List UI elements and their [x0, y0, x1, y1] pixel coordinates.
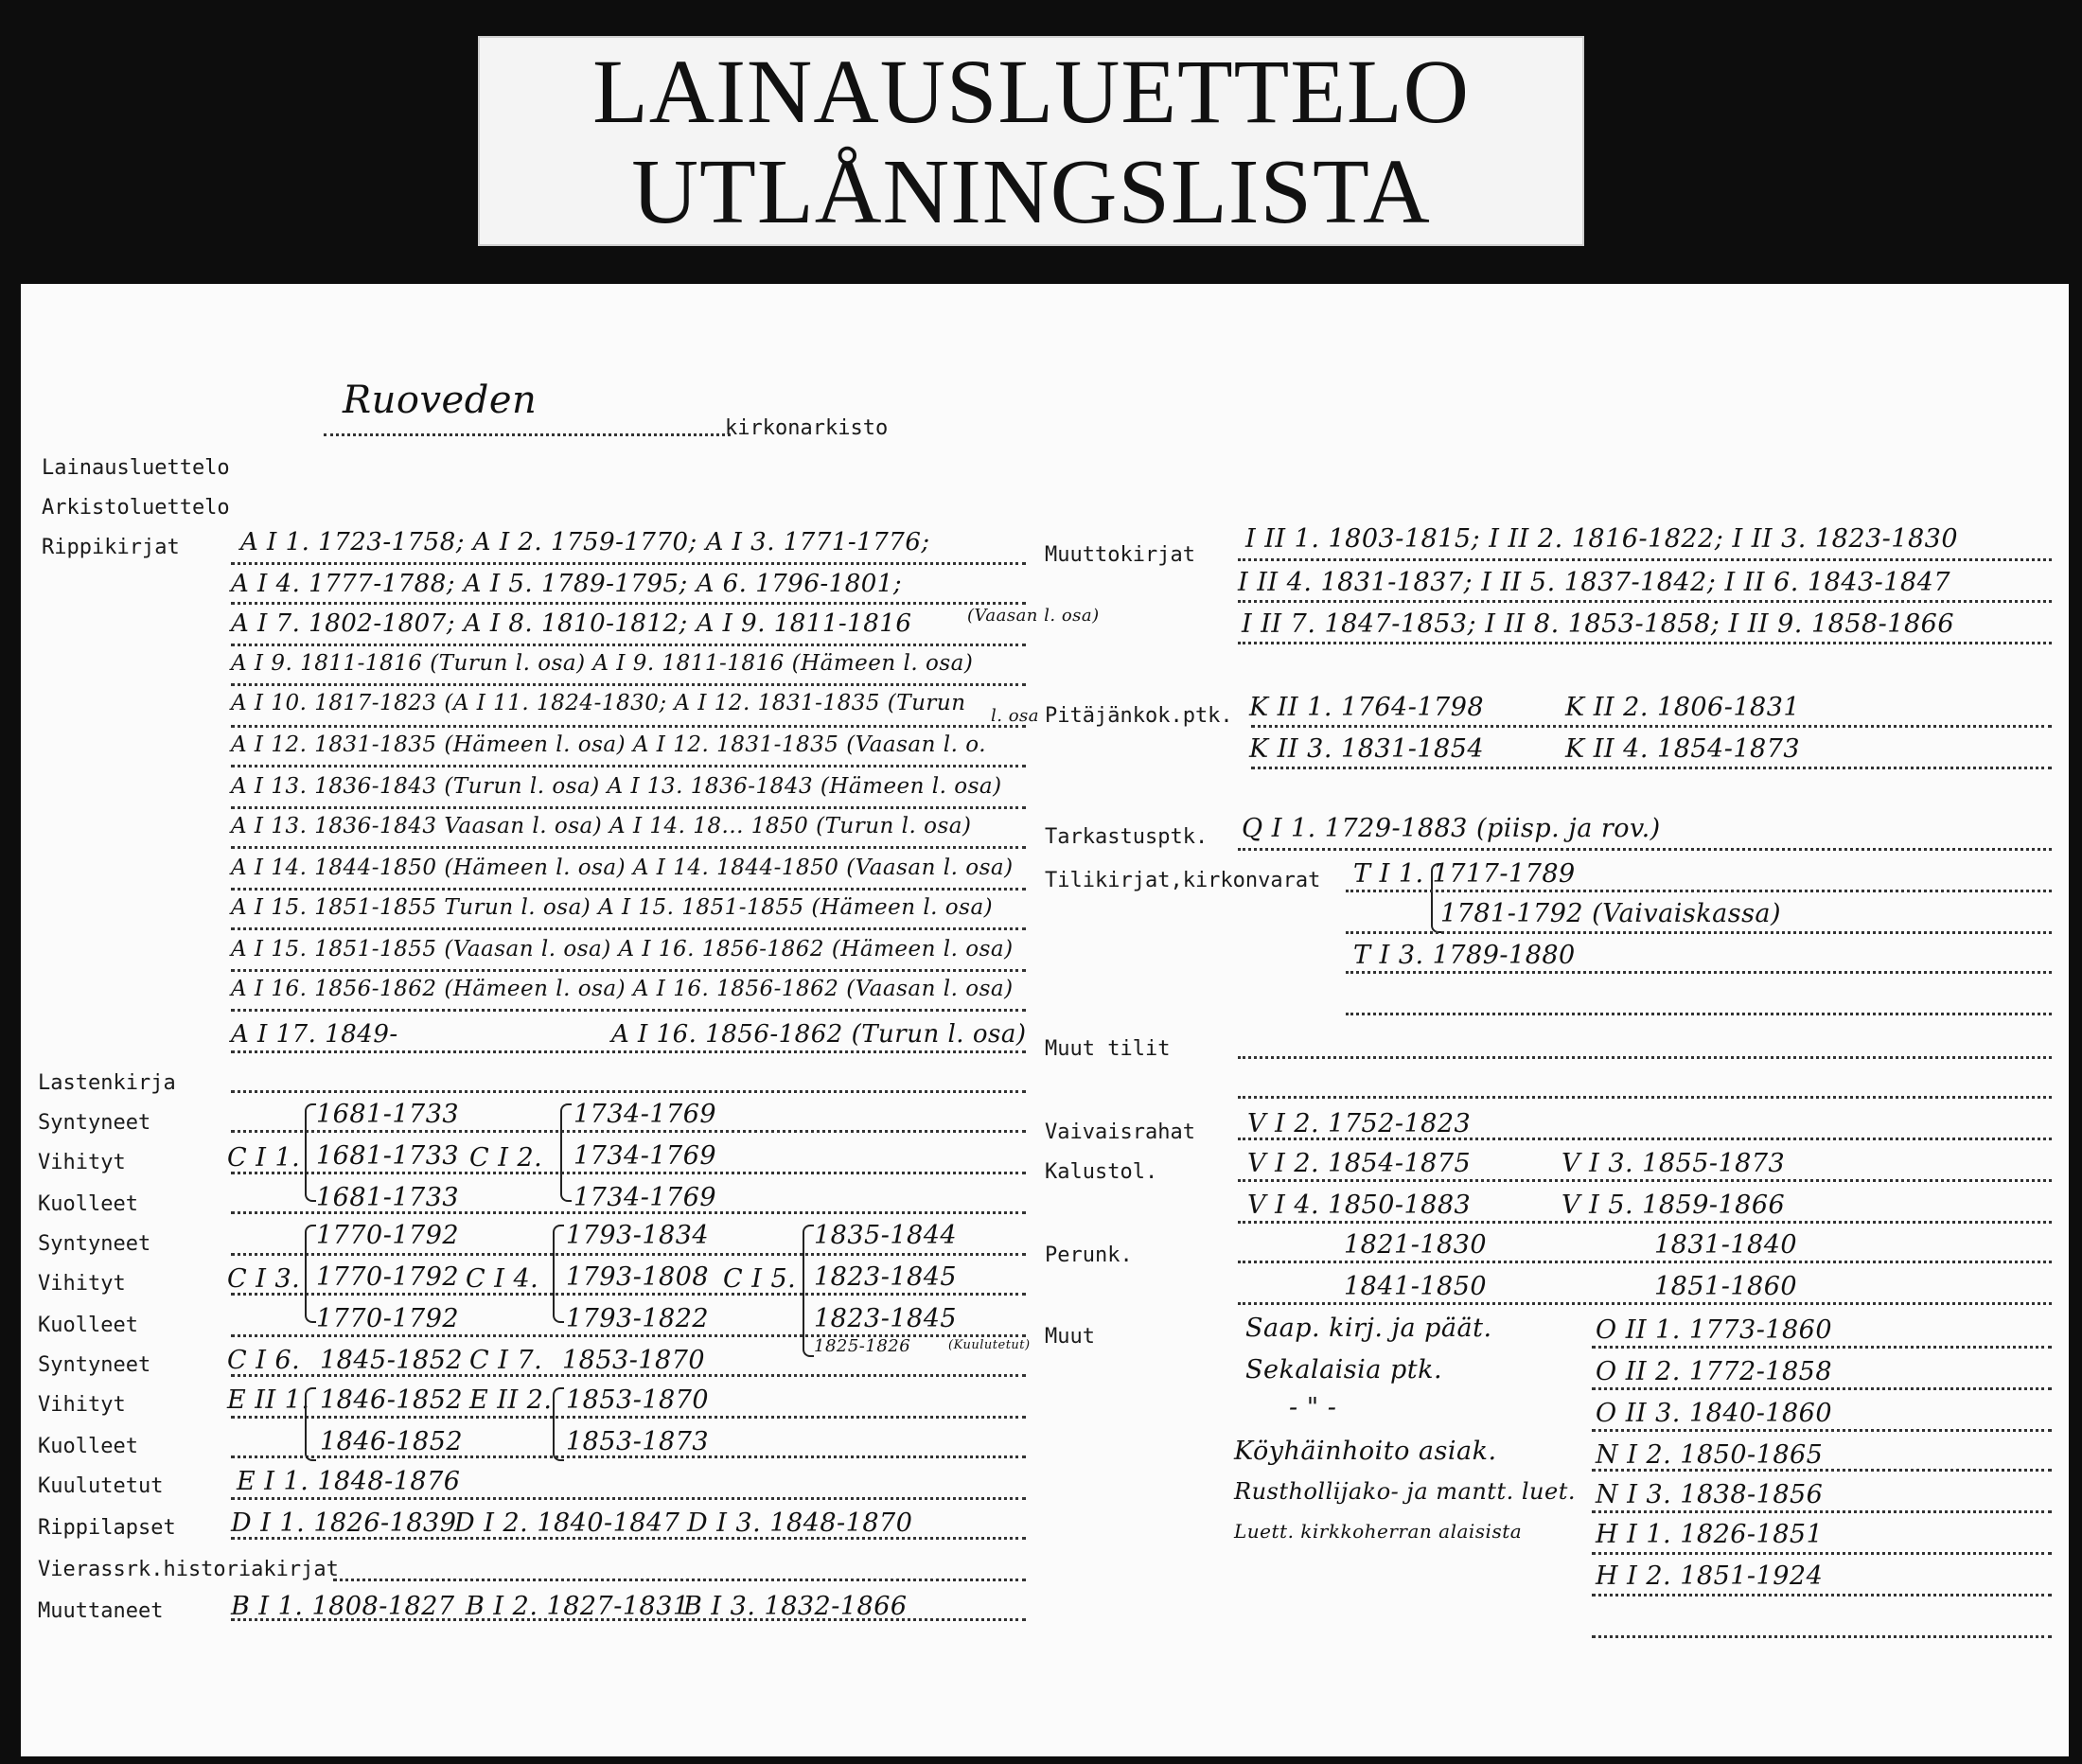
- dotline: [1346, 890, 2052, 892]
- muut-left-2: Sekalaisia ptk.: [1245, 1355, 1443, 1385]
- ci-1-syntyneet: 1681-1733: [316, 1100, 460, 1129]
- dotline: [231, 1293, 1026, 1296]
- dotline: [231, 683, 1026, 686]
- muuttokirja-row-3: I II 7. 1847-1853; I II 8. 1853-1858; I II 9. 1858-1866: [1242, 609, 1955, 639]
- dotline: [231, 1090, 1026, 1093]
- label-kuolleet-1: Kuolleet: [38, 1192, 138, 1216]
- muut-right-3: O II 3. 1840-1860: [1596, 1399, 1833, 1428]
- banner-title-finnish: LAINAUSLUETTELO: [592, 41, 1470, 142]
- ci-5-ref: C I 5.: [723, 1264, 797, 1294]
- dotline: [231, 602, 1026, 605]
- dotline: [1251, 767, 2052, 769]
- muut-right-6: H I 1. 1826-1851: [1596, 1520, 1824, 1549]
- rippikirja-row-9: A I 14. 1844-1850 (Hämeen l. osa) A I 14. 1844-1850 (Vaasan l. osa): [231, 856, 1014, 880]
- rippikirja-row-12: A I 16. 1856-1862 (Hämeen l. osa) A I 16. 1856-1862 (Vaasan l. osa): [231, 977, 1014, 1001]
- dotline: [1592, 1346, 2052, 1349]
- label-kuolleet-3: Kuolleet: [38, 1435, 138, 1458]
- dotline: [1592, 1387, 2052, 1390]
- label-lastenkirja: Lastenkirja: [38, 1071, 176, 1095]
- dotline: [1592, 1429, 2052, 1432]
- dotline: [231, 1009, 1026, 1012]
- rippikirja-row-11: A I 15. 1851-1855 (Vaasan l. osa) A I 16. 1856-1862 (Hämeen l. osa): [231, 937, 1014, 961]
- rippikirja-row-5: A I 10. 1817-1823 (A I 11. 1824-1830; A I 12. 1831-1835 (Turun: [231, 691, 966, 715]
- eii-1-kuolleet: 1846-1852: [320, 1427, 464, 1456]
- dotline: [231, 969, 1026, 972]
- dotline: [231, 846, 1026, 849]
- dotline: [231, 927, 1026, 930]
- label-kalustol: Kalustol.: [1045, 1160, 1158, 1184]
- perunk-2: 1831-1840: [1654, 1230, 1798, 1260]
- pitajankok-3: K II 3. 1831-1854: [1249, 734, 1485, 764]
- label-syntyneet-1: Syntyneet: [38, 1111, 151, 1135]
- ci-3-vihityt: 1770-1792: [316, 1262, 460, 1292]
- ci-4-ref: C I 4.: [466, 1264, 539, 1294]
- ci-5-syntyneet: 1835-1844: [814, 1221, 958, 1250]
- dotline: [231, 725, 1026, 728]
- dotline: [231, 765, 1026, 767]
- ci-6-years: 1845-1852: [320, 1346, 464, 1375]
- brace: [803, 1225, 814, 1357]
- perunk-1: 1821-1830: [1344, 1230, 1488, 1260]
- muut-left-6: Luett. kirkkoherran alaisista: [1234, 1520, 1523, 1543]
- eii-1-ref: E II 1.: [227, 1385, 310, 1415]
- rippilapset-entry-2: D I 2. 1840-1847: [454, 1508, 680, 1538]
- ci-2-vihityt: 1734-1769: [573, 1141, 717, 1171]
- dotline: [1238, 848, 2052, 851]
- muuttokirja-row-1: I II 1. 1803-1815; I II 2. 1816-1822; I II 3. 1823-1830: [1245, 524, 1959, 554]
- dotline: [1592, 1469, 2052, 1472]
- ci-1-ref: C I 1.: [227, 1143, 301, 1173]
- dotline: [231, 562, 1026, 565]
- label-muuttokirjat: Muuttokirjat: [1045, 543, 1195, 567]
- index-card: [21, 284, 2069, 1756]
- ci-4-vihityt: 1793-1808: [566, 1262, 710, 1292]
- rippikirja-row-7: A I 13. 1836-1843 (Turun l. osa) A I 13. 1836-1843 (Hämeen l. osa): [231, 774, 1002, 799]
- dotline: [1238, 1302, 2052, 1305]
- ci-2-ref: C I 2.: [469, 1143, 543, 1173]
- kalustol-3: V I 4. 1850-1883: [1247, 1191, 1472, 1220]
- muut-right-5: N I 3. 1838-1856: [1596, 1480, 1824, 1509]
- dotline: [1346, 1013, 2052, 1015]
- dotline: [1238, 558, 2052, 561]
- brace: [305, 1387, 316, 1461]
- pitajankok-1: K II 1. 1764-1798: [1249, 693, 1485, 722]
- brace: [553, 1225, 564, 1323]
- label-tarkastusptk: Tarkastusptk.: [1045, 825, 1209, 849]
- rippikirja-row-10: A I 15. 1851-1855 Turun l. osa) A I 15. 1851-1855 (Hämeen l. osa): [231, 895, 994, 920]
- muuttaneet-entry-2: B I 2. 1827-1831: [466, 1592, 690, 1621]
- rippikirja-row-4: A I 9. 1811-1816 (Turun l. osa) A I 9. 1811-1816 (Hämeen l. osa): [231, 651, 974, 676]
- title-banner: [478, 36, 1584, 246]
- dotline: [1238, 1179, 2052, 1182]
- dotline: [1346, 931, 2052, 934]
- dotline: [231, 806, 1026, 809]
- dotline: [1592, 1552, 2052, 1555]
- dotline: [1238, 1221, 2052, 1224]
- label-kuulutetut: Kuulutetut: [38, 1474, 164, 1498]
- dotline: [231, 1497, 1026, 1500]
- rippikirja-row-1: A I 1. 1723-1758; A I 2. 1759-1770; A I 3. 1771-1776;: [240, 528, 930, 556]
- muut-right-4: N I 2. 1850-1865: [1596, 1440, 1824, 1470]
- dotline: [231, 1416, 1026, 1419]
- muuttokirja-row-2: I II 4. 1831-1837; I II 5. 1837-1842; I II 6. 1843-1847: [1238, 568, 1951, 597]
- label-perunk: Perunk.: [1045, 1244, 1133, 1267]
- ci-1-kuolleet: 1681-1733: [316, 1183, 460, 1212]
- dotline: [1238, 642, 2052, 644]
- muut-left-3: - " -: [1289, 1393, 1337, 1422]
- muut-left-1: Saap. kirj. ja päät.: [1245, 1314, 1492, 1343]
- rippilapset-entry-1: D I 1. 1826-1839: [231, 1508, 457, 1538]
- ci-7-ref: C I 7.: [469, 1346, 543, 1375]
- muut-left-5: Rusthollijako- ja mantt. luet.: [1234, 1478, 1576, 1505]
- ci-2-kuolleet: 1734-1769: [573, 1183, 717, 1212]
- ci-5-vihityt: 1823-1845: [814, 1262, 958, 1292]
- dotline: [231, 1253, 1026, 1256]
- label-vihityt-2: Vihityt: [38, 1272, 126, 1296]
- dotline: [1238, 1261, 2052, 1263]
- dotline: [231, 1172, 1026, 1174]
- ci-5-note: (Kuulutetut): [948, 1338, 1031, 1352]
- dotline: [1592, 1594, 2052, 1596]
- ci-1-vihityt: 1681-1733: [316, 1141, 460, 1171]
- ci-3-syntyneet: 1770-1792: [316, 1221, 460, 1250]
- label-muuttaneet: Muuttaneet: [38, 1599, 164, 1623]
- rippikirja-row-8: A I 13. 1836-1843 Vaasan l. osa) A I 14. 18... 1850 (Turun l. osa): [231, 814, 972, 838]
- rippilapset-entry-3: D I 3. 1848-1870: [687, 1508, 913, 1538]
- tilikirja-row-2: 1781-1792 (Vaivaiskassa): [1440, 899, 1782, 928]
- dotline: [1238, 1096, 2052, 1099]
- ci-2-syntyneet: 1734-1769: [573, 1100, 717, 1129]
- muut-left-4: Köyhäinhoito asiak.: [1234, 1437, 1497, 1466]
- muuttaneet-entry-3: B I 3. 1832-1866: [683, 1592, 908, 1621]
- eii-2-ref: E II 2.: [469, 1385, 553, 1415]
- label-muut-tilit: Muut tilit: [1045, 1037, 1171, 1061]
- rippikirja-row-13a: A I 17. 1849-: [231, 1020, 398, 1049]
- dotline: [231, 1130, 1026, 1133]
- rippikirja-row-6: A I 12. 1831-1835 (Hämeen l. osa) A I 12. 1831-1835 (Vaasan l. o.: [231, 732, 987, 757]
- kalustol-2: V I 3. 1855-1873: [1562, 1149, 1786, 1178]
- ci-5-kuulutetut: 1825-1826: [814, 1336, 911, 1356]
- muut-right-2: O II 2. 1772-1858: [1596, 1357, 1833, 1386]
- kalustol-4: V I 5. 1859-1866: [1562, 1191, 1786, 1220]
- label-rippilapset: Rippilapset: [38, 1516, 176, 1540]
- banner-title-swedish: UTLÅNINGSLISTA: [631, 141, 1431, 243]
- tilikirja-row-3: T I 3. 1789-1880: [1353, 941, 1576, 970]
- dotline: [1238, 1056, 2052, 1059]
- eii-2-vihityt: 1853-1870: [566, 1385, 710, 1415]
- archive-suffix: kirkonarkisto: [725, 416, 889, 440]
- label-vihityt-1: Vihityt: [38, 1151, 126, 1174]
- dotline: [1251, 725, 2052, 728]
- eii-2-kuolleet: 1853-1873: [566, 1427, 710, 1456]
- label-vihityt-3: Vihityt: [38, 1393, 126, 1417]
- pitajankok-2: K II 2. 1806-1831: [1565, 693, 1801, 722]
- muut-right-7: H I 2. 1851-1924: [1596, 1561, 1824, 1591]
- rippikirja-row-2: A I 4. 1777-1788; A I 5. 1789-1795; A 6. 1796-1801;: [231, 570, 903, 598]
- dotline: [1346, 971, 2052, 974]
- ci-6-ref: C I 6.: [227, 1346, 301, 1375]
- rippikirja-row-3-note: (Vaasan l. osa): [967, 606, 1100, 626]
- label-syntyneet-3: Syntyneet: [38, 1353, 151, 1377]
- pitajankok-4: K II 4. 1854-1873: [1565, 734, 1801, 764]
- label-rippikirjat: Rippikirjat: [42, 536, 180, 559]
- brace: [305, 1225, 316, 1323]
- label-muut: Muut: [1045, 1325, 1095, 1349]
- dotline: [333, 1579, 1026, 1581]
- rippikirja-row-3: A I 7. 1802-1807; A I 8. 1810-1812; A I 9. 1811-1816: [231, 609, 912, 638]
- dotline: [231, 644, 1026, 646]
- perunk-4: 1851-1860: [1654, 1272, 1798, 1301]
- ci-7-years: 1853-1870: [562, 1346, 706, 1375]
- label-syntyneet-2: Syntyneet: [38, 1232, 151, 1256]
- perunk-3: 1841-1850: [1344, 1272, 1488, 1301]
- label-vierassrk: Vierassrk.historiakirjat: [38, 1558, 339, 1581]
- ci-5-kuolleet: 1823-1845: [814, 1304, 958, 1333]
- kalustol-1: V I 2. 1854-1875: [1247, 1149, 1472, 1178]
- brace: [305, 1103, 316, 1202]
- ci-3-ref: C I 3.: [227, 1264, 301, 1294]
- parish-name: Ruoveden: [343, 379, 538, 422]
- muuttaneet-entry-1: B I 1. 1808-1827: [231, 1592, 455, 1621]
- tilikirja-row-1: T I 1. 1717-1789: [1353, 859, 1576, 889]
- tarkastus-entry: Q I 1. 1729-1883 (piisp. ja rov.): [1242, 814, 1661, 843]
- kuulutetut-entry: E I 1. 1848-1876: [237, 1467, 461, 1496]
- muut-right-1: O II 1. 1773-1860: [1596, 1315, 1833, 1345]
- dotline: [1592, 1635, 2052, 1638]
- dotline: [1238, 1138, 2052, 1140]
- dotline: [1592, 1510, 2052, 1513]
- vaivaisrahat-entry: V I 2. 1752-1823: [1247, 1109, 1472, 1138]
- rippikirja-row-5-note: l. osa: [991, 706, 1040, 726]
- label-lainausluettelo: Lainausluettelo: [42, 456, 230, 480]
- label-vaivaisrahat: Vaivaisrahat: [1045, 1120, 1195, 1144]
- brace: [553, 1387, 564, 1461]
- parish-dotline: [324, 433, 731, 436]
- label-pitajankok: Pitäjänkok.ptk.: [1045, 704, 1233, 728]
- ci-4-kuolleet: 1793-1822: [566, 1304, 710, 1333]
- ci-3-kuolleet: 1770-1792: [316, 1304, 460, 1333]
- dotline: [1238, 600, 2052, 603]
- eii-1-vihityt: 1846-1852: [320, 1385, 464, 1415]
- rippikirja-row-13b: A I 16. 1856-1862 (Turun l. osa): [611, 1020, 1027, 1049]
- label-tilikirjat: Tilikirjat,kirkonvarat: [1045, 869, 1321, 892]
- dotline: [231, 888, 1026, 891]
- ci-4-syntyneet: 1793-1834: [566, 1221, 710, 1250]
- label-arkistoluettelo: Arkistoluettelo: [42, 496, 230, 520]
- dotline: [231, 1050, 1026, 1053]
- label-kuolleet-2: Kuolleet: [38, 1314, 138, 1337]
- brace: [560, 1103, 572, 1202]
